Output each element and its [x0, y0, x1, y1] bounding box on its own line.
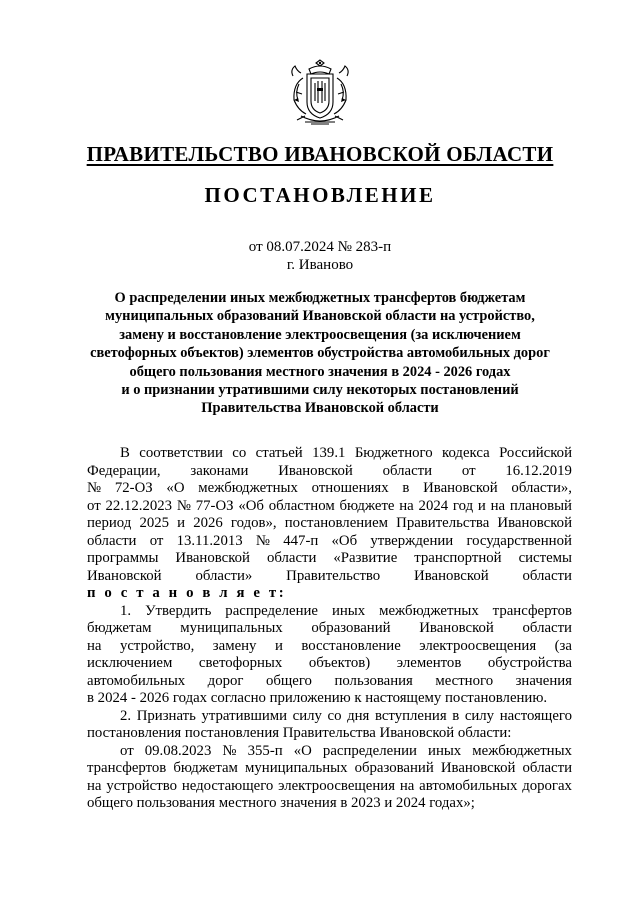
- word: плановый: [509, 497, 572, 514]
- word: области»,: [511, 480, 572, 496]
- word: и: [274, 637, 283, 654]
- word: 2024: [418, 497, 449, 514]
- word: 77-ОЗ: [195, 497, 234, 514]
- word: 72-ОЗ: [114, 480, 153, 496]
- word: и: [177, 515, 186, 531]
- body-line: [87, 603, 572, 621]
- body-line: [87, 498, 572, 516]
- title-line: и о признании утратившими силу некоторых постановлений: [121, 382, 519, 399]
- word: области: [87, 532, 137, 549]
- body-line: [87, 760, 572, 778]
- word: №: [222, 742, 237, 759]
- body-line: постановления постановления Правительства Ивановской области:: [87, 725, 512, 741]
- word: 447-п: [283, 532, 319, 549]
- word: законами: [190, 462, 249, 479]
- word: 13.11.2013: [176, 532, 243, 549]
- city: г. Иваново: [286, 257, 354, 273]
- word: государственной: [466, 532, 572, 549]
- word: программы: [87, 550, 159, 566]
- word: Ивановской: [440, 760, 516, 776]
- word: 09.08.2023: [144, 742, 212, 759]
- word: настоящего: [499, 707, 572, 724]
- word: образований: [311, 620, 391, 636]
- word: постановлением: [284, 515, 389, 531]
- word: трансфертов: [87, 760, 167, 776]
- word: области: [522, 620, 572, 636]
- word: местного: [435, 672, 494, 689]
- word: замену: [212, 637, 257, 654]
- word: светофорных: [198, 655, 283, 671]
- word: области»: [195, 567, 253, 584]
- word: бюджете: [339, 497, 395, 514]
- title-line: О распределении иных межбюджетных трансфертов бюджетам: [114, 290, 526, 306]
- word: от: [461, 462, 476, 479]
- word: муниципальных: [180, 620, 283, 636]
- word: 2025: [139, 515, 170, 531]
- word: устройство: [106, 777, 177, 794]
- word: Бюджетного: [354, 445, 433, 461]
- word: дорог: [207, 672, 244, 689]
- word: электроосвещения: [419, 637, 537, 654]
- word: области: [382, 462, 433, 479]
- word: Утвердить: [145, 602, 212, 619]
- body-line: общего пользования местного значения в 2023 и 2024 годах»;: [87, 795, 475, 811]
- body-line: [87, 550, 572, 568]
- word: 16.12.2019: [505, 462, 572, 479]
- word: от: [87, 497, 101, 514]
- word: межбюджетных: [472, 742, 572, 759]
- decree-body: [87, 445, 572, 813]
- word: объектов): [308, 655, 371, 671]
- word: №: [87, 480, 102, 496]
- coat-of-arms-icon: [287, 58, 353, 126]
- word: на: [490, 497, 506, 514]
- word: области: [522, 567, 572, 584]
- word: 2.: [120, 707, 132, 724]
- body-line: [87, 655, 572, 673]
- body-line: [87, 638, 572, 656]
- resolves-word: п о с т а н о в л я е т: [87, 585, 279, 601]
- word: утратившими: [201, 707, 288, 724]
- body-line: [87, 480, 572, 498]
- word: силу: [464, 707, 495, 724]
- body-line: [87, 778, 572, 796]
- word: годов»,: [230, 515, 277, 531]
- word: дорогах: [522, 777, 572, 794]
- word: обустройства: [487, 655, 572, 671]
- word: силу: [292, 707, 322, 724]
- word: автомобильных: [87, 672, 186, 689]
- title-line: общего пользования местного значения в 2024 - 2026 годах: [129, 363, 511, 380]
- word: восстановление: [301, 637, 401, 654]
- word: утверждении: [370, 532, 454, 549]
- word: (за: [554, 637, 572, 654]
- word: 2026: [193, 515, 223, 531]
- word: иных: [428, 742, 462, 759]
- word: 22.12.2023: [105, 497, 173, 514]
- word: «О: [293, 742, 312, 759]
- title-line: муниципальных образований Ивановской области на устройство,: [105, 308, 535, 325]
- word: Ивановской: [175, 550, 250, 566]
- word: В: [120, 445, 130, 461]
- word: Ивановской: [414, 567, 489, 584]
- word: области: [266, 550, 317, 566]
- resolves-line: п о с т а н о в л я е т :: [87, 585, 284, 601]
- word: 355-п: [247, 742, 283, 759]
- word: №: [176, 497, 191, 514]
- title-line: светофорных объектов) элементов обустройства автомобильных дорог: [90, 345, 550, 362]
- word: Ивановской: [419, 620, 494, 636]
- word: в: [452, 707, 460, 724]
- government-name: ПРАВИТЕЛЬСТВО ИВАНОВСКОЙ ОБЛАСТИ: [86, 142, 554, 166]
- word: областном: [268, 497, 335, 514]
- word: от: [149, 532, 164, 549]
- word: 1.: [120, 602, 132, 619]
- decree-title: [78, 289, 562, 418]
- body-line: [87, 620, 572, 638]
- word: период: [87, 515, 132, 531]
- body-line: [87, 533, 572, 551]
- title-line: замену и восстановление электроосвещения (за исключением: [119, 326, 521, 343]
- word: автомобильных: [419, 777, 518, 794]
- word: транспортной: [414, 550, 502, 566]
- word: межбюджетных: [198, 480, 298, 496]
- word: от: [120, 742, 134, 759]
- date-and-number: от 08.07.2024 № 283-п: [248, 239, 392, 255]
- word: статьей: [255, 445, 303, 461]
- word: соответствии: [139, 445, 223, 461]
- word: Ивановской: [497, 515, 572, 531]
- word: отношениях: [311, 480, 389, 496]
- word: кодекса: [442, 445, 490, 461]
- word: Признать: [136, 707, 196, 724]
- word: год: [452, 497, 474, 514]
- word: недостающего: [181, 777, 274, 794]
- word: Правительство: [286, 567, 381, 584]
- word: распределении: [322, 742, 417, 759]
- word: общего: [265, 672, 312, 689]
- body-line: [87, 568, 572, 586]
- word: межбюджетных: [379, 602, 479, 619]
- word: со: [327, 707, 342, 724]
- word: образований: [354, 760, 434, 776]
- title-line: Правительства Ивановской области: [201, 400, 439, 417]
- document-type: ПОСТАНОВЛЕНИЕ: [204, 183, 436, 207]
- word: 139.1: [312, 445, 346, 461]
- word: бюджетам: [173, 760, 238, 776]
- word: устройство,: [119, 637, 195, 654]
- word: муниципальных: [245, 760, 348, 776]
- word: трансфертов: [492, 602, 572, 619]
- word: Правительства: [396, 515, 490, 531]
- word: вступления: [374, 707, 447, 724]
- word: Ивановской: [423, 480, 498, 496]
- word: дня: [347, 707, 370, 724]
- word: пользования: [334, 672, 413, 689]
- word: распределение: [225, 602, 318, 619]
- word: Федерации,: [87, 462, 161, 479]
- word: электроосвещения: [278, 777, 396, 794]
- body-line: [87, 445, 572, 463]
- word: №: [255, 532, 271, 549]
- word: «Об: [238, 497, 264, 514]
- body-line: в 2024 - 2026 годах согласно приложению к настоящему постановлению.: [87, 690, 548, 706]
- word: системы: [518, 550, 572, 566]
- word: и: [477, 497, 486, 514]
- body-line: [87, 743, 572, 761]
- word: «О: [166, 480, 185, 496]
- word: элементов: [396, 655, 462, 671]
- word: Ивановской: [278, 462, 353, 479]
- word: на: [399, 777, 415, 794]
- word: иных: [331, 602, 366, 619]
- word: на: [399, 497, 414, 514]
- body-line: [87, 515, 572, 533]
- body-line: [87, 673, 572, 691]
- body-line: [87, 463, 572, 481]
- word: Российской: [499, 445, 572, 461]
- word: бюджетам: [87, 620, 152, 636]
- word: на: [87, 777, 102, 794]
- word: исключением: [87, 655, 173, 671]
- body-line: [87, 708, 572, 726]
- word: в: [402, 480, 410, 496]
- word: на: [87, 637, 102, 654]
- word: «Об: [331, 532, 358, 549]
- word: области: [522, 760, 572, 776]
- word: со: [232, 445, 247, 461]
- word: Ивановской: [87, 567, 162, 584]
- word: «Развитие: [333, 550, 398, 566]
- word: значения: [515, 672, 572, 689]
